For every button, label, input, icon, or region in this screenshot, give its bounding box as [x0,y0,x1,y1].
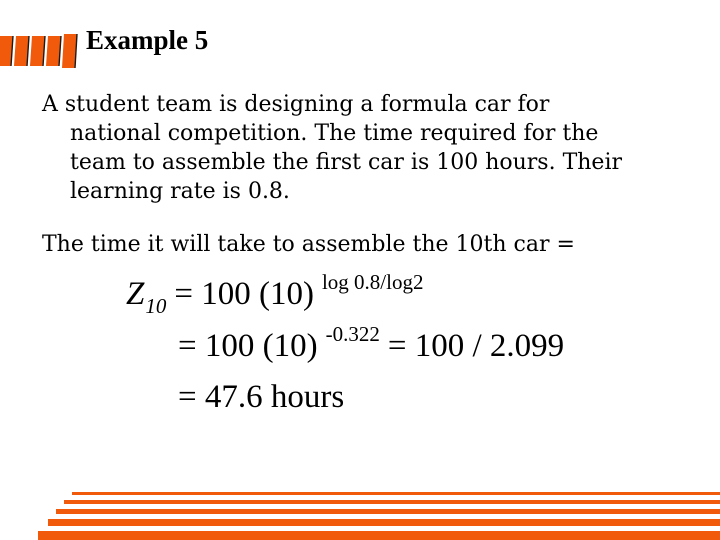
problem-line: learning rate is 0.8. [70,179,290,204]
equation-body: = 100 (10) [178,328,318,364]
problem-line: A student team is designing a formula car for [42,92,550,117]
equation-line-2 [178,322,565,369]
equation-exponent: log 0.8/log2 [321,270,424,294]
equation-body: = 100 (10) [174,276,314,312]
equation-variable: Z [126,276,145,312]
equation-result: = 100 / 2.099 [387,328,565,364]
slide-title: Example 5 [86,25,209,55]
question-line: The time it will take to assemble the 10th car = [42,232,575,257]
question-statement [42,230,702,259]
equation-line-1 [126,270,424,318]
equation-line-3: = 47.6 hours [178,379,345,415]
problem-statement [42,90,702,206]
equation-exponent: -0.322 [325,322,380,346]
footer-orange-lines [0,480,720,540]
problem-line: team to assemble the first car is 100 hours. Their [70,150,622,175]
orange-bars-logo [0,30,80,70]
equation-subscript: 10 [145,294,167,318]
problem-line: national competition. The time required for the [70,121,599,146]
